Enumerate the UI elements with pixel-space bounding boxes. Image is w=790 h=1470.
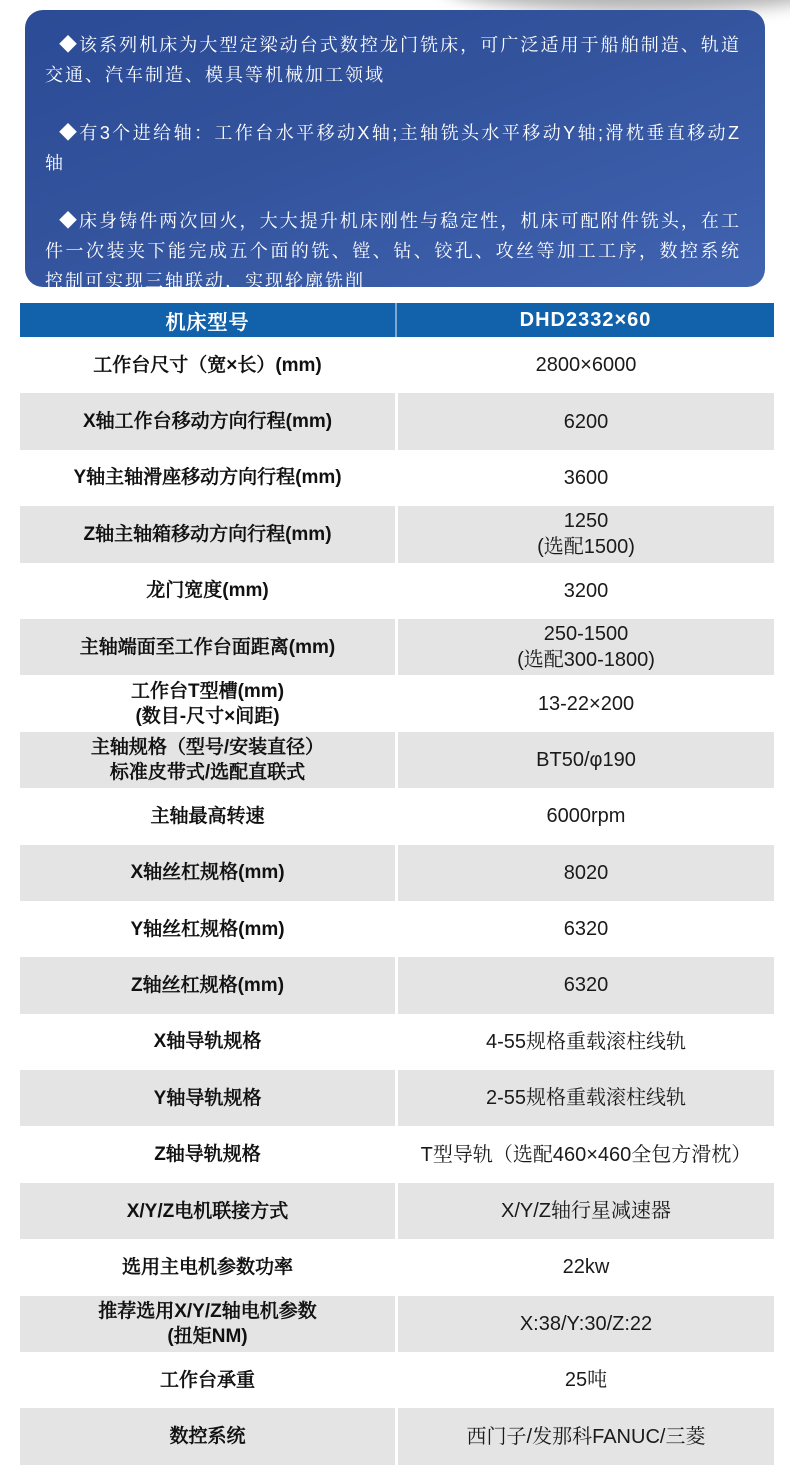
spec-label-line: X/Y/Z电机联接方式 (126, 1200, 289, 1222)
spec-value-line: (选配1500) (537, 536, 635, 559)
spec-value-line: BT50/φ190 (536, 748, 636, 771)
intro-bullet-casting: ◆床身铸件两次回火，大大提升机床刚性与稳定性，机床可配附件铣头，在工件一次装夹下能完成五个面的铣、镗、钻、铰孔、攻丝等加工工序，数控系统控制可实现三轴联动，实现轮廓铣削 (45, 211, 741, 291)
spec-label (20, 337, 395, 393)
spec-label (20, 1239, 395, 1295)
spec-value-line: 3200 (563, 579, 609, 602)
spec-value-line: 13-22×200 (537, 692, 635, 715)
table-row (20, 901, 774, 957)
spec-label-line: Y轴丝杠规格(mm) (130, 918, 285, 940)
spec-label-line: 工作台承重 (159, 1369, 255, 1391)
spec-value-line: 25吨 (564, 1369, 608, 1392)
spec-label (20, 1070, 395, 1126)
table-row (20, 450, 774, 506)
spec-label-line: 主轴规格（型号/安装直径） (90, 736, 325, 758)
spec-label (20, 675, 395, 731)
spec-value-line: 6200 (563, 410, 609, 433)
spec-value (395, 957, 774, 1013)
spec-label (20, 1352, 395, 1408)
table-row (20, 957, 774, 1013)
spec-label-line: X轴工作台移动方向行程(mm) (82, 411, 333, 433)
table-row (20, 1070, 774, 1126)
spec-value (395, 619, 774, 675)
spec-label-line: Z轴导轨规格 (154, 1144, 261, 1166)
spec-table-header-model: DHD2332×60 (395, 303, 774, 337)
spec-label (20, 1408, 395, 1464)
spec-value-line: X/Y/Z轴行星减速器 (500, 1200, 671, 1223)
spec-value-line: 6320 (563, 918, 609, 941)
spec-label (20, 1126, 395, 1182)
spec-label-line: Z轴主轴箱移动方向行程(mm) (83, 523, 332, 545)
spec-value (395, 1126, 774, 1182)
spec-value (395, 1183, 774, 1239)
spec-label-line: (数目-尺寸×间距) (135, 705, 280, 727)
spec-value-line: 6000rpm (546, 805, 626, 828)
spec-value (395, 1352, 774, 1408)
spec-value-line: 2800×6000 (535, 354, 637, 377)
spec-label (20, 845, 395, 901)
spec-label-line: 主轴端面至工作台面距离(mm) (79, 636, 336, 658)
product-intro-panel (25, 10, 765, 291)
intro-bullet-series: ◆该系列机床为大型定梁动台式数控龙门铣床，可广泛适用于船舶制造、轨道交通、汽车制造、模具等机械加工领域 (45, 35, 741, 85)
table-row (20, 506, 774, 562)
spec-value-line: 3600 (563, 466, 609, 489)
spec-value (395, 1239, 774, 1295)
spec-label (20, 1014, 395, 1070)
spec-value-line: 西门子/发那科FANUC/三菱 (466, 1425, 706, 1448)
spec-value-line: (选配300-1800) (517, 649, 655, 672)
spec-label (20, 506, 395, 562)
spec-label (20, 788, 395, 844)
spec-value (395, 1296, 774, 1352)
spec-label-line: X轴丝杠规格(mm) (130, 862, 285, 884)
spec-value (395, 450, 774, 506)
spec-value-line: 8020 (563, 861, 609, 884)
spec-value (395, 393, 774, 449)
spec-value (395, 901, 774, 957)
spec-label-line: Y轴导轨规格 (153, 1087, 262, 1109)
spec-value-line: T型导轨（选配460×460全包方滑枕） (420, 1143, 752, 1166)
spec-label-line: 标准皮带式/选配直联式 (109, 761, 306, 783)
spec-label-line: 龙门宽度(mm) (146, 580, 269, 602)
table-row (20, 1183, 774, 1239)
spec-label (20, 957, 395, 1013)
spec-label-line: 推荐选用X/Y/Z轴电机参数 (98, 1300, 317, 1322)
spec-value-line: X:38/Y:30/Z:22 (519, 1312, 653, 1335)
spec-label (20, 732, 395, 788)
spec-label (20, 393, 395, 449)
table-row (20, 1352, 774, 1408)
table-row (20, 619, 774, 675)
spec-label (20, 450, 395, 506)
spec-value (395, 845, 774, 901)
table-row (20, 393, 774, 449)
spec-value-line: 4-55规格重载滚柱线轨 (485, 1030, 687, 1053)
table-row (20, 1296, 774, 1352)
spec-value (395, 1408, 774, 1464)
spec-label-line: Y轴主轴滑座移动方向行程(mm) (73, 467, 342, 489)
table-row (20, 563, 774, 619)
spec-label-line: (扭矩NM) (167, 1325, 248, 1347)
spec-label-line: Z轴丝杠规格(mm) (130, 974, 285, 996)
spec-value (395, 563, 774, 619)
spec-value (395, 337, 774, 393)
spec-label-line: 工作台T型槽(mm) (130, 680, 285, 702)
table-row (20, 1014, 774, 1070)
spec-label-line: 选用主电机参数功率 (121, 1256, 293, 1278)
spec-label-line: 主轴最高转速 (150, 805, 265, 827)
spec-value (395, 675, 774, 731)
spec-value-line: 1250 (563, 510, 609, 533)
spec-value-line: 22kw (562, 1256, 610, 1279)
table-row (20, 1408, 774, 1464)
spec-table-header-param: 机床型号 (165, 311, 250, 334)
intro-bullet-axes: ◆有3个进给轴：工作台水平移动X轴;主轴铣头水平移动Y轴;滑枕垂直移动Z轴 (45, 123, 741, 173)
spec-label-line: 数控系统 (169, 1426, 246, 1448)
table-row (20, 1126, 774, 1182)
spec-value-line: 2-55规格重载滚柱线轨 (485, 1087, 687, 1110)
spec-table (20, 303, 774, 1465)
spec-label (20, 1183, 395, 1239)
spec-table-body (20, 337, 774, 1465)
spec-label-line: 工作台尺寸（宽×长）(mm) (93, 354, 322, 376)
spec-label (20, 1296, 395, 1352)
table-row (20, 845, 774, 901)
table-row (20, 788, 774, 844)
spec-label (20, 901, 395, 957)
spec-label (20, 563, 395, 619)
spec-label-line: X轴导轨规格 (153, 1031, 262, 1053)
spec-value (395, 1070, 774, 1126)
table-row (20, 732, 774, 788)
table-row (20, 675, 774, 731)
spec-label (20, 619, 395, 675)
spec-value-line: 6320 (563, 974, 609, 997)
table-row (20, 337, 774, 393)
spec-value (395, 506, 774, 562)
spec-value (395, 788, 774, 844)
spec-value-line: 250-1500 (543, 623, 629, 646)
spec-value (395, 732, 774, 788)
spec-table-header (20, 303, 774, 337)
table-row (20, 1239, 774, 1295)
spec-value (395, 1014, 774, 1070)
